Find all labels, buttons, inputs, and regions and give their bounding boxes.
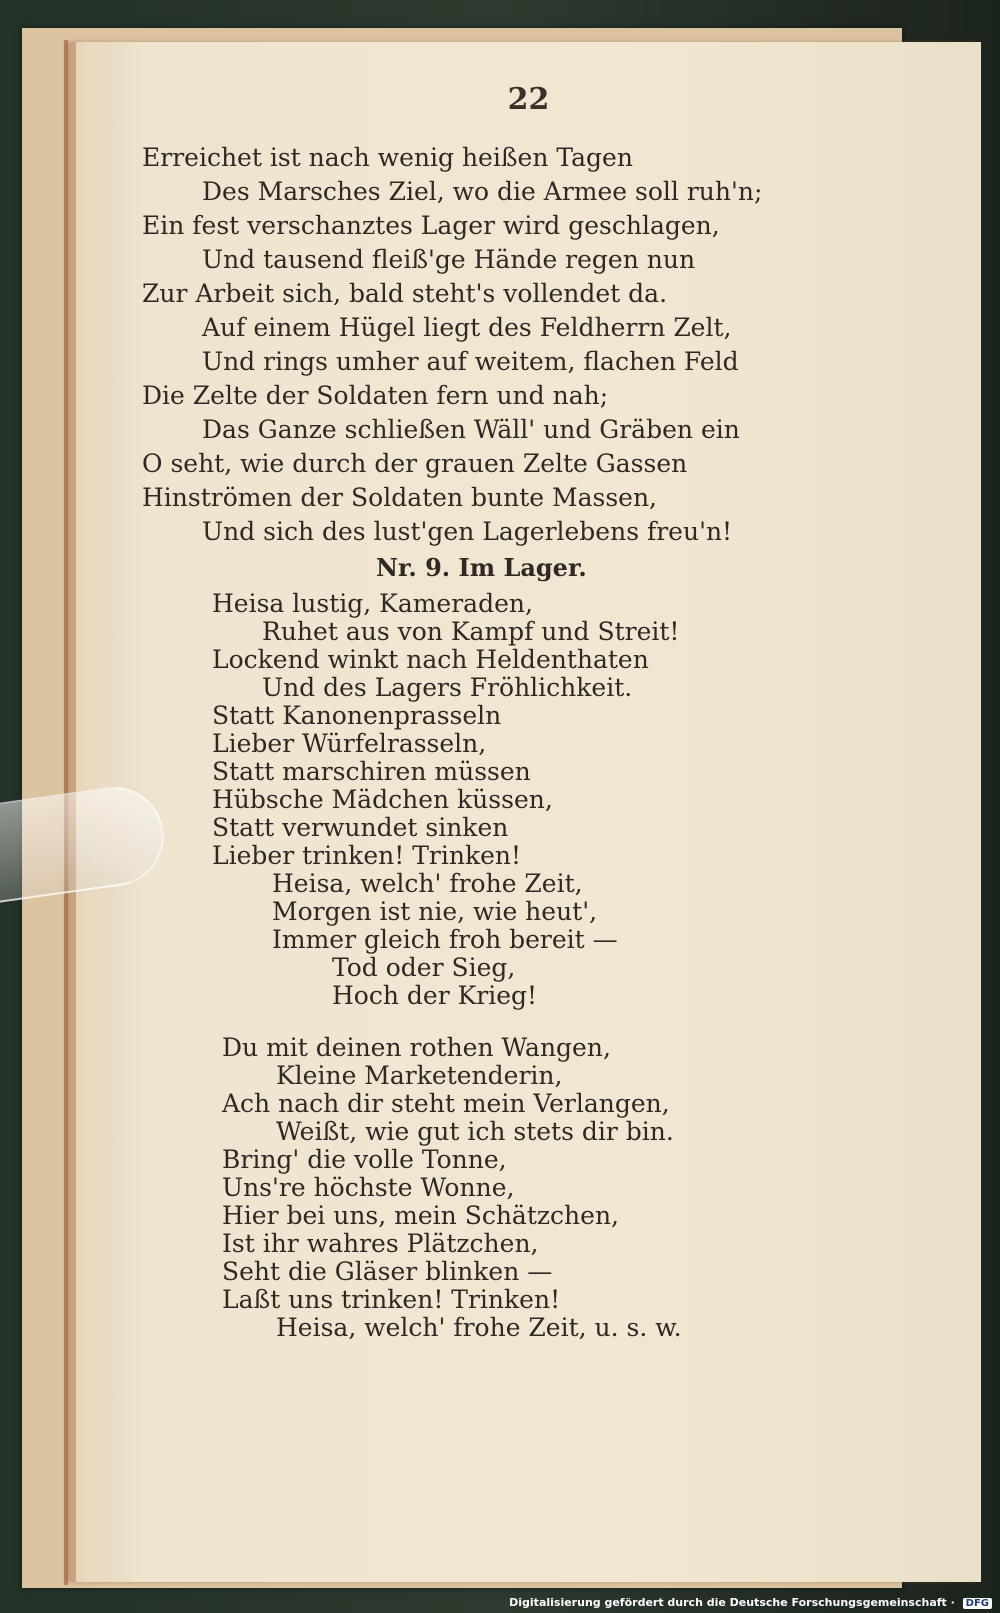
page-text xyxy=(76,42,981,1582)
dfg-logo: DFG xyxy=(963,1598,992,1609)
verse-line: Heisa, welch' frohe Zeit, xyxy=(272,869,583,898)
text-line: Die Zelte der Soldaten fern und nah; xyxy=(142,381,609,410)
verse-line: Weißt, wie gut ich stets dir bin. xyxy=(276,1117,674,1146)
text-line: Und rings umher auf weitem, flachen Feld xyxy=(202,347,739,376)
verse-line: Immer gleich froh bereit — xyxy=(272,925,618,954)
digitization-credit xyxy=(509,1596,992,1609)
verse-line: Ist ihr wahres Plätzchen, xyxy=(222,1229,539,1258)
verse-line: Lieber trinken! Trinken! xyxy=(212,841,522,870)
verse-line: Ruhet aus von Kampf und Streit! xyxy=(262,617,680,646)
verse-line: Und des Lagers Fröhlichkeit. xyxy=(262,673,633,702)
text-line: Und sich des lust'gen Lagerlebens freu'n! xyxy=(202,517,733,546)
verse-line: Hier bei uns, mein Schätzchen, xyxy=(222,1201,619,1230)
verse-line: Statt verwundet sinken xyxy=(212,813,509,842)
verse-line: Lieber Würfelrasseln, xyxy=(212,729,487,758)
verse-line: Du mit deinen rothen Wangen, xyxy=(222,1033,611,1062)
verse-line: Lockend winkt nach Heldenthaten xyxy=(212,645,649,674)
verse-line: Bring' die volle Tonne, xyxy=(222,1145,507,1174)
text-line: Das Ganze schließen Wäll' und Gräben ein xyxy=(202,415,740,444)
book-page xyxy=(70,42,981,1582)
text-line: Ein fest verschanztes Lager wird geschlagen, xyxy=(142,211,720,240)
text-line: O seht, wie durch der grauen Zelte Gassen xyxy=(142,449,688,478)
verse-line: Heisa lustig, Kameraden, xyxy=(212,589,533,618)
verse-line: Heisa, welch' frohe Zeit, u. s. w. xyxy=(276,1313,682,1342)
verse-line: Kleine Marketenderin, xyxy=(276,1061,563,1090)
verse-line: Ach nach dir steht mein Verlangen, xyxy=(222,1089,670,1118)
text-line: Und tausend fleiß'ge Hände regen nun xyxy=(202,245,696,274)
verse-line: Statt marschiren müssen xyxy=(212,757,531,786)
verse-line: Statt Kanonenprasseln xyxy=(212,701,502,730)
page-number: 22 xyxy=(507,82,550,117)
verse-line: Laßt uns trinken! Trinken! xyxy=(222,1285,561,1314)
verse-line: Hübsche Mädchen küssen, xyxy=(212,785,553,814)
text-line: Des Marsches Ziel, wo die Armee soll ruh'n; xyxy=(202,177,763,206)
section-heading: Nr. 9. Im Lager. xyxy=(376,553,587,582)
verse-line: Hoch der Krieg! xyxy=(332,981,538,1010)
verse-line: Morgen ist nie, wie heut', xyxy=(272,897,598,926)
verse-line: Seht die Gläser blinken — xyxy=(222,1257,553,1286)
text-line: Hinströmen der Soldaten bunte Massen, xyxy=(142,483,657,512)
text-line: Auf einem Hügel liegt des Feldherrn Zelt, xyxy=(202,313,732,342)
verse-line: Tod oder Sieg, xyxy=(332,953,516,982)
text-line: Erreichet ist nach wenig heißen Tagen xyxy=(142,143,633,172)
text-line: Zur Arbeit sich, bald steht's vollendet da. xyxy=(142,279,668,308)
verse-line: Uns're höchste Wonne, xyxy=(222,1173,515,1202)
credit-text: Digitalisierung gefördert durch die Deutsche Forschungsgemeinschaft · xyxy=(509,1596,955,1609)
